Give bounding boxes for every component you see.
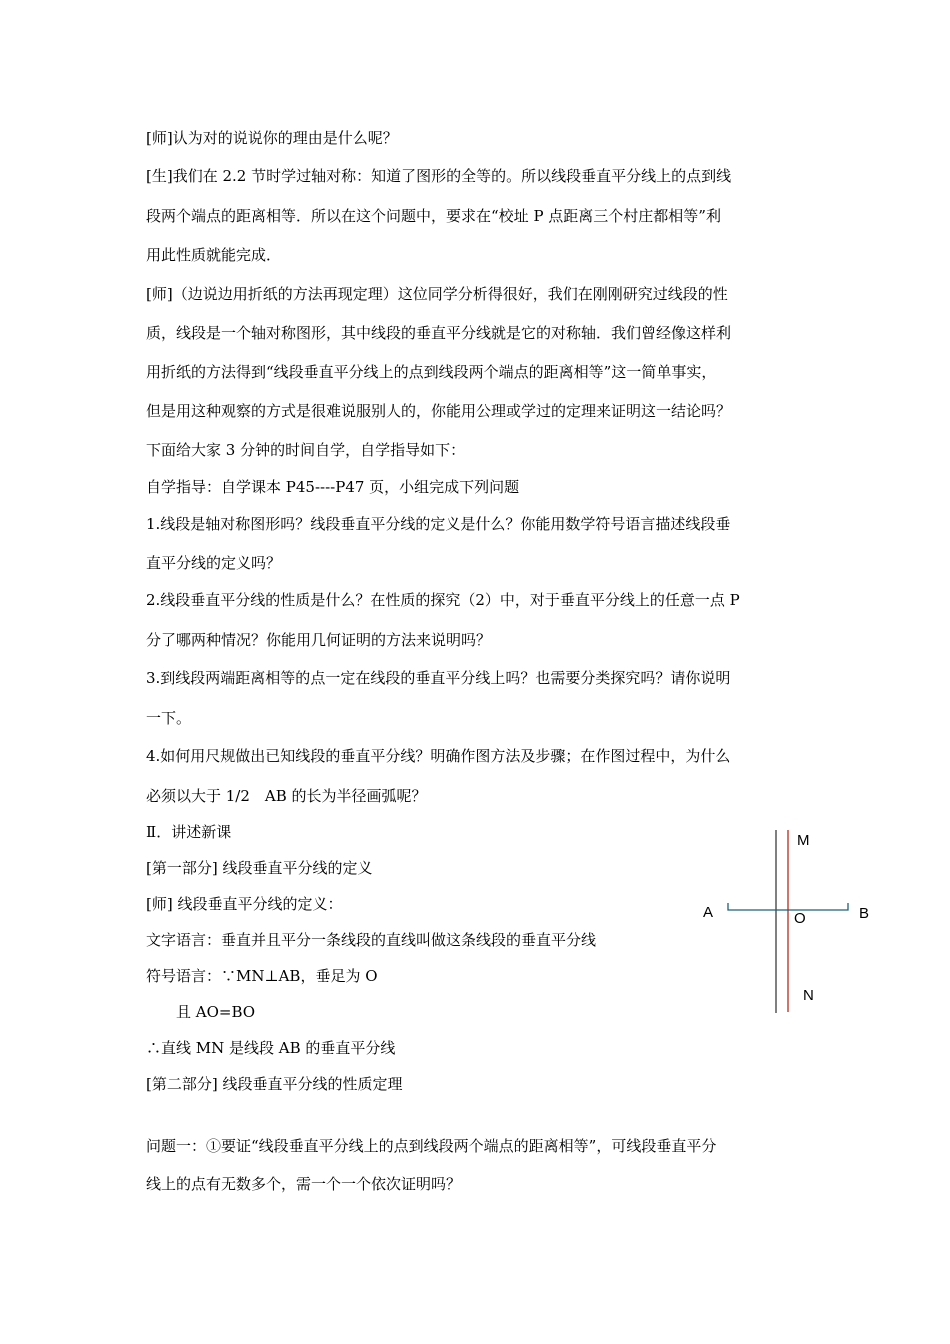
text-line: [生]我们在 2.2 节时学过轴对称：知道了图形的全等的。所以线段垂直平分线上的点到线 xyxy=(146,167,732,185)
text-line: 段两个端点的距离相等．所以在这个问题中，要求在“校址 P 点距离三个村庄都相等”利 xyxy=(146,207,721,225)
text-line: 用折纸的方法得到“线段垂直平分线上的点到线段两个端点的距离相等”这一简单事实， xyxy=(146,363,717,381)
text-line: 问题一：①要证“线段垂直平分线上的点到线段两个端点的距离相等”，可线段垂直平分 xyxy=(146,1137,717,1155)
text-line: [师]（边说边用折纸的方法再现定理）这位同学分析得很好，我们在刚刚研究过线段的性 xyxy=(146,285,728,303)
segment-ab xyxy=(728,903,848,910)
text-line: [师]认为对的说说你的理由是什么呢？ xyxy=(146,129,398,147)
text-line: 下面给大家 3 分钟的时间自学，自学指导如下： xyxy=(146,441,466,459)
label-n: N xyxy=(803,987,814,1004)
label-a: A xyxy=(703,904,714,921)
text-line: 一下。 xyxy=(146,709,192,727)
text-line: 3.到线段两端距离相等的点一定在线段的垂直平分线上吗？也需要分类探究吗？请你说明 xyxy=(146,669,731,687)
text-line: 必须以大于 1/2 AB 的长为半径画弧呢？ xyxy=(146,787,427,805)
text-line: 直平分线的定义吗？ xyxy=(146,554,282,572)
text-line: ∴直线 MN 是线段 AB 的垂直平分线 xyxy=(146,1039,396,1057)
text-line: 4.如何用尺规做出已知线段的垂直平分线？明确作图方法及步骤；在作图过程中，为什么 xyxy=(146,747,731,765)
label-o: O xyxy=(794,910,806,927)
text-line: 且 AO=BO xyxy=(146,1003,256,1021)
text-line: 自学指导：自学课本 P45----P47 页，小组完成下列问题 xyxy=(146,478,520,496)
text-line: [第一部分] 线段垂直平分线的定义 xyxy=(146,859,373,877)
text-line: 2.线段垂直平分线的性质是什么？在性质的探究（2）中，对于垂直平分线上的任意一点 P xyxy=(146,591,740,609)
label-b: B xyxy=(859,905,870,922)
text-line: 线上的点有无数多个，需一个一个依次证明吗？ xyxy=(146,1175,462,1193)
text-line: [师] 线段垂直平分线的定义： xyxy=(146,895,343,913)
section-heading: Ⅱ．讲述新课 xyxy=(146,823,232,841)
text-line: 符号语言：∵MN⊥AB，垂足为 O xyxy=(146,967,378,985)
label-m: M xyxy=(797,832,810,849)
text-line: [第二部分] 线段垂直平分线的性质定理 xyxy=(146,1075,403,1093)
text-line: 文字语言：垂直并且平分一条线段的直线叫做这条线段的垂直平分线 xyxy=(146,931,597,949)
text-line: 用此性质就能完成． xyxy=(146,246,282,264)
text-line: 分了哪两种情况？你能用几何证明的方法来说明吗？ xyxy=(146,631,492,649)
text-line: 1.线段是轴对称图形吗？线段垂直平分线的定义是什么？你能用数学符号语言描述线段垂 xyxy=(146,515,731,533)
text-line: 但是用这种观察的方式是很难说服别人的，你能用公理或学过的定理来证明这一结论吗？ xyxy=(146,402,732,420)
text-line: 质，线段是一个轴对称图形，其中线段的垂直平分线就是它的对称轴．我们曾经像这样利 xyxy=(146,324,732,342)
